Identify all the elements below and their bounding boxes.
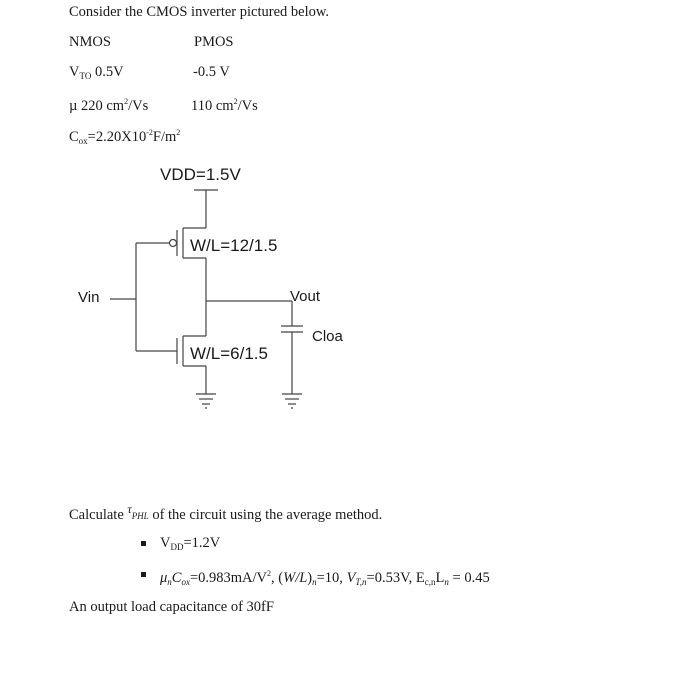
pmos-bubble (170, 240, 177, 247)
vt-pmos: -0.5 V (193, 64, 230, 80)
params-bullet: $\mu_nC_{ox}=0.983mA/V^2$, $(W/L)_n=10$, $V_{T,n}=0.53V$, $E_{c,n}L_n = 0.45$ (160, 569, 490, 587)
mu-nmos: µ 220 $cm^2/Vs$ (69, 97, 149, 114)
vin-label: Vin (78, 289, 100, 306)
cox-value: $C_{ox}=2.20X10^{-2}F/m^2$ (69, 128, 181, 146)
load-text: An output load capacitance of 30fF (69, 599, 274, 615)
intro-text: Consider the CMOS inverter pictured below. (69, 4, 330, 20)
mu-pmos: 110 $cm^2/Vs$ (191, 97, 258, 114)
vdd-label: VDD=1.5V (160, 165, 241, 184)
vdd-bullet: $V_{DD}=1.2V$ (160, 535, 221, 552)
bullet-2 (141, 572, 146, 577)
pmos-header: PMOS (194, 34, 234, 50)
nmos-header: NMOS (69, 34, 111, 50)
ground-symbol-cap (282, 394, 302, 408)
nmos-wl-label: W/L=6/1.5 (190, 344, 268, 363)
vt-nmos: 0.5V (94, 64, 124, 80)
cload-label: Cloa (312, 328, 343, 345)
vt-row-label: $V_{TO}$ 0.5V (69, 64, 124, 81)
pmos-wl-label: W/L=12/1.5 (190, 236, 278, 255)
vout-label: Vout (290, 288, 321, 305)
bullet-1 (141, 541, 146, 546)
question-text: Calculate $^\tau$PHL of the circuit using the average method. (69, 502, 383, 523)
ground-symbol-nmos (196, 394, 216, 408)
tau-symbol: τ (127, 502, 132, 516)
